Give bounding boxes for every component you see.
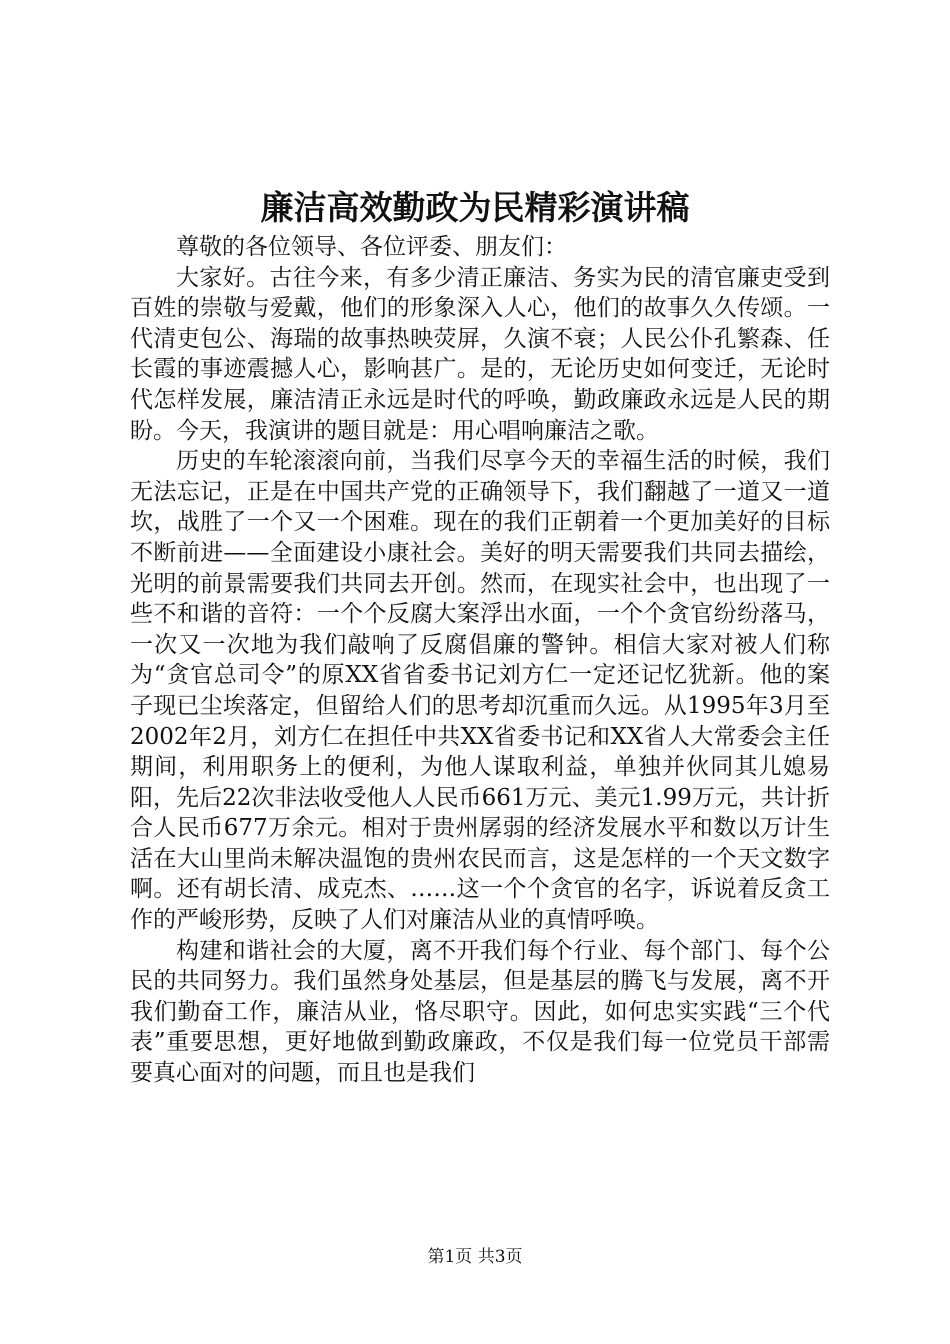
paragraph-1: 大家好。古往今来，有多少清正廉洁、务实为民的清官廉吏受到百姓的崇敬与爱戴，他们的形象深入人心，他们的故事久久传颂。一代清吏包公、海瑞的故事热映荧屏，久演不衰；人民公仆孔繁森、任长霞的事迹震撼人心，影响甚广。是的，无论历史如何变迁，无论时代怎样发展，廉洁清正永远是时代的呼唤，勤政廉政永远是人民的期盼。今天，我演讲的题目就是：用心唱响廉洁之歌。 bbox=[130, 264, 830, 444]
document-body bbox=[130, 232, 830, 1089]
salutation: 尊敬的各位领导、各位评委、朋友们： bbox=[176, 234, 567, 260]
paragraph-2: 历史的车轮滚滚向前，当我们尽享今天的幸福生活的时候，我们无法忘记，正是在中国共产党的正确领导下，我们翻越了一道又一道坎，战胜了一个又一个困难。现在的我们正朝着一个更加美好的目标不断前进——全面建设小康社会。美好的明天需要我们共同去描绘，光明的前景需要我们共同去开创。然而，在现实社会中，也出现了一些不和谐的音符：一个个反腐大案浮出水面，一个个贪官纷纷落马，一次又一次地为我们敲响了反腐倡廉的警钟。相信大家对被人们称为“贪官总司令”的原XX省省委书记刘方仁一定还记忆犹新。他的案子现已尘埃落定，但留给人们的思考却沉重而久远。从1995年3月至2002年2月，刘方仁在担任中共XX省委书记和XX省人大常委会主任期间，利用职务上的便利，为他人谋取利益，单独并伙同其儿媳易阳，先后22次非法收受他人人民币661万元、美元1.99万元，共计折合人民币677万余元。相对于贵州孱弱的经济发展水平和数以万计生活在大山里尚未解决温饱的贵州农民而言，这是怎样的一个天文数字啊。还有胡长清、成克杰、……这一个个贪官的名字，诉说着反贪工作的严峻形势，反映了人们对廉洁从业的真情呼唤。 bbox=[130, 448, 830, 934]
document-title: 廉洁高效勤政为民精彩演讲稿 bbox=[260, 188, 690, 227]
paragraph-3: 构建和谐社会的大厦，离不开我们每个行业、每个部门、每个公民的共同努力。我们虽然身处基层，但是基层的腾飞与发展，离不开我们勤奋工作，廉洁从业，恪尽职守。因此，如何忠实实践“三个代表”重要思想，更好地做到勤政廉政，不仅是我们每一位党员干部需要真心面对的问题，而且也是我们 bbox=[130, 937, 830, 1087]
page-footer: 第1页 共3页 bbox=[427, 1247, 523, 1267]
